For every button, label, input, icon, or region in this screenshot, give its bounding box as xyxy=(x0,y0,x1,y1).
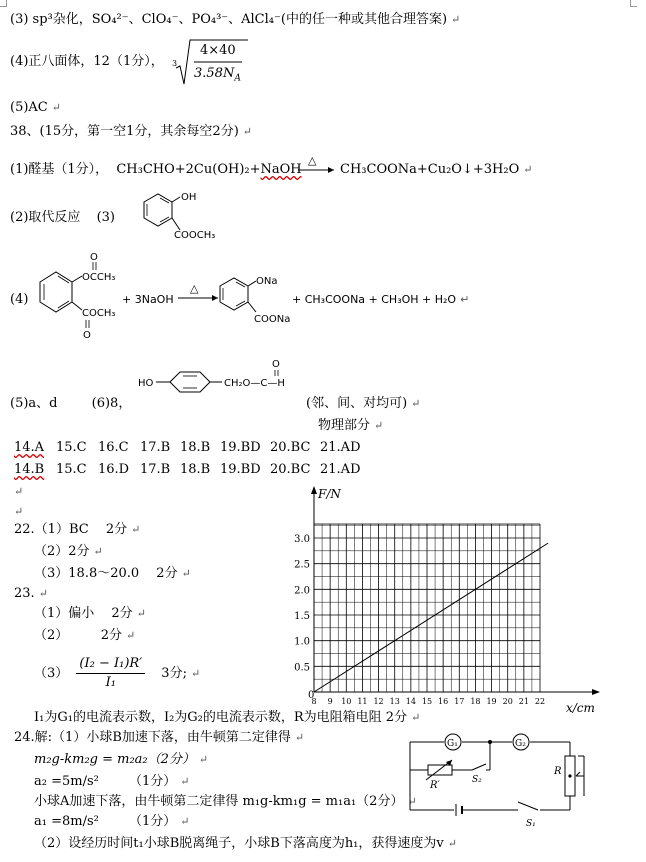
x-tick-label: 15 xyxy=(421,697,433,706)
y-tick-label: 1.5 xyxy=(294,611,310,622)
r-prime-label: R′ xyxy=(430,780,440,791)
answer-2-8: 21.AD xyxy=(320,462,361,477)
carbonyl-o-top: O xyxy=(90,252,98,263)
q22-1: 22.（1）BC 2分 ↵ xyxy=(14,522,141,537)
margin-corner-right xyxy=(630,0,637,7)
answer-2-4: 17.B xyxy=(140,462,171,477)
q24-3: （2）设经历时间t₁小球B脱离绳子，小球B下落高度为h₁，获得速度为v ↵ xyxy=(34,836,457,851)
physics-section-title: 物理部分 ↵ xyxy=(318,418,384,433)
r-label: R xyxy=(554,766,562,777)
answer-2-3: 16.D xyxy=(98,462,130,477)
q37-line3: (3) sp³杂化，SO₄²⁻、ClO₄⁻、PO₄³⁻、AlCl₄⁻(中的任一种或其他合理答案) ↵ xyxy=(10,12,461,27)
answer-1-1: 14.A xyxy=(14,440,45,455)
coch3-group: COCH₃ xyxy=(82,308,116,319)
q23-3-fraction: $\frac{\text{(I₂ − I₁)R′}}{\text{I₁}}$ xyxy=(76,655,145,692)
formate-o: O xyxy=(272,359,280,370)
answer-2-7: 20.BC xyxy=(270,462,311,477)
cooch3-group: COOCH₃ xyxy=(174,230,216,241)
answer-2-6: 19.BD xyxy=(220,462,261,477)
answer-1-7: 20.BC xyxy=(270,440,311,455)
series-line xyxy=(314,543,548,692)
q24-eq1: m₂g-km₂g = m₂a₂（2分） ↵ xyxy=(34,752,209,767)
q23-2: （2） 2分 ↵ xyxy=(34,628,136,643)
coona-group: COONa xyxy=(254,314,291,325)
answer-1-8: 21.AD xyxy=(320,440,361,455)
q38-part1-products: CH₃COONa+Cu₂O↓+3H₂O ↵ xyxy=(340,162,533,177)
q38-part4-products: + CH₃COONa + CH₃OH + H₂O ↵ xyxy=(292,293,470,306)
acetylated-ester-structure xyxy=(36,250,136,342)
q24-1: 24.解:（1）小球B加速下落，由牛顿第二定律得 ↵ xyxy=(14,730,305,745)
x-tick-label: 11 xyxy=(357,697,368,706)
q38-part1: (1)醛基（1分）， CH₃CHO+2Cu(OH)₂+NaOH xyxy=(10,162,302,177)
q38-part2: (2)取代反应 (3) xyxy=(10,210,115,225)
x-tick-label: 18 xyxy=(470,697,481,706)
x-tick-label: 12 xyxy=(373,697,384,706)
answer-1-6: 19.BD xyxy=(220,440,261,455)
ona-group: ONa xyxy=(256,276,278,287)
x-tick-label: 22 xyxy=(534,697,546,706)
s2-label: S₂ xyxy=(472,775,482,785)
answer-1-4: 17.B xyxy=(140,440,171,455)
g2-label: G₂ xyxy=(515,739,526,749)
heat-arrow-1 xyxy=(296,154,338,178)
chart-grid xyxy=(314,524,540,692)
q23-title: 23. ↵ xyxy=(14,586,48,601)
q38-part4-label: (4) xyxy=(10,292,29,307)
chart-y-ticks xyxy=(294,534,310,673)
q22-3: （3）18.8～20.0 2分 ↵ xyxy=(34,566,191,581)
radical-denominator: $3.58N_A$ xyxy=(194,66,241,84)
x-tick-label: 14 xyxy=(405,697,416,706)
ho-group: HO xyxy=(138,378,154,389)
y-tick-label: 2.5 xyxy=(294,559,310,571)
answers-row-2 xyxy=(14,462,374,478)
answer-2-1: 14.B xyxy=(14,462,45,477)
x-axis-arrow xyxy=(592,689,600,695)
hydroxybenzyl-formate-structure xyxy=(138,354,308,402)
x-tick-label: 17 xyxy=(454,697,465,706)
x-tick-label: 16 xyxy=(438,697,449,706)
answer-1-2: 15.C xyxy=(56,440,87,455)
q24-eq2: a₂ =5m/s² （1分） ↵ xyxy=(34,774,190,789)
empty-line-2: ↵ xyxy=(14,505,24,518)
sodium-salicylate-structure xyxy=(214,270,294,330)
y-axis-arrow xyxy=(311,486,317,494)
methyl-salicylate-structure xyxy=(122,190,232,246)
empty-line-1: ↵ xyxy=(14,485,24,498)
q38-title: 38、(15分，第一空1分，其余每空2分) ↵ xyxy=(10,124,252,139)
x-tick-label: 9 xyxy=(327,697,333,706)
q22-2: （2）2分 ↵ xyxy=(34,544,103,559)
y-tick-label: 1.0 xyxy=(294,636,310,648)
q24-2: 小球A加速下落，由牛顿第二定律得 m₁g-km₁g = m₁a₁（2分） ↵ xyxy=(34,794,417,809)
cube-root-expression: 3 4×40 $3.58N_A$ xyxy=(172,38,250,88)
chart-y-axis-label: F/N xyxy=(318,487,341,501)
y-tick-label: 2.0 xyxy=(294,585,310,597)
q23-note: I₁为G₁的电流表示数，I₂为G₂的电流表示数，R为电阻箱电阻 2分 ↵ xyxy=(34,710,421,725)
heat-triangle-2: △ xyxy=(190,282,199,295)
q38-part6-note: (邻、间、对均可) ↵ xyxy=(306,396,421,411)
y-tick-label: 3.0 xyxy=(294,534,310,545)
s1-label: S₁ xyxy=(526,819,536,829)
y-tick-label: 0.5 xyxy=(294,662,310,674)
q37-line5: (5)AC ↵ xyxy=(10,100,61,115)
q38-part4-naoh: + 3NaOH xyxy=(122,293,174,306)
x-tick-label: 19 xyxy=(486,697,497,706)
occh3-group: OCCH₃ xyxy=(82,272,116,283)
x-tick-label: 21 xyxy=(518,697,529,706)
answer-1-3: 16.C xyxy=(98,440,129,455)
circuit-diagram xyxy=(406,730,588,830)
heat-triangle-1: △ xyxy=(308,154,317,167)
x-tick-label: 13 xyxy=(389,697,400,706)
answer-2-5: 18.B xyxy=(180,462,211,477)
answer-2-2: 15.C xyxy=(56,462,87,477)
margin-corner-left xyxy=(0,0,7,7)
chart-x-axis-label: x/cm xyxy=(566,701,595,715)
x-tick-label: 8 xyxy=(311,697,317,706)
x-tick-label: 20 xyxy=(502,697,513,706)
oh-group: OH xyxy=(181,192,197,203)
answer-1-5: 18.B xyxy=(180,440,211,455)
q37-line4: (4)正八面体，12（1分）， xyxy=(10,54,164,69)
x-tick-label: 10 xyxy=(341,697,352,706)
q23-3: （3） $\frac{\text{(I₂ − I₁)R′}}{\text{I₁}}$ 3分; ↵ xyxy=(34,656,201,690)
q23-1: （1）偏小 2分 ↵ xyxy=(34,606,146,621)
g1-label: G₁ xyxy=(447,739,458,749)
formate-chain: CH₂O—C—H xyxy=(224,378,285,389)
chart-series xyxy=(314,543,548,692)
chart-x-ticks xyxy=(311,697,545,706)
answers-row-1 xyxy=(14,440,374,456)
carbonyl-o-bottom: O xyxy=(83,330,91,341)
q38-part5: (5)a、d (6)8， xyxy=(10,396,132,411)
force-extension-chart xyxy=(282,484,606,718)
chart-origin-label: 0 xyxy=(308,690,315,701)
q24-eq3: a₁ =8m/s² （1分） ↵ xyxy=(34,814,190,829)
